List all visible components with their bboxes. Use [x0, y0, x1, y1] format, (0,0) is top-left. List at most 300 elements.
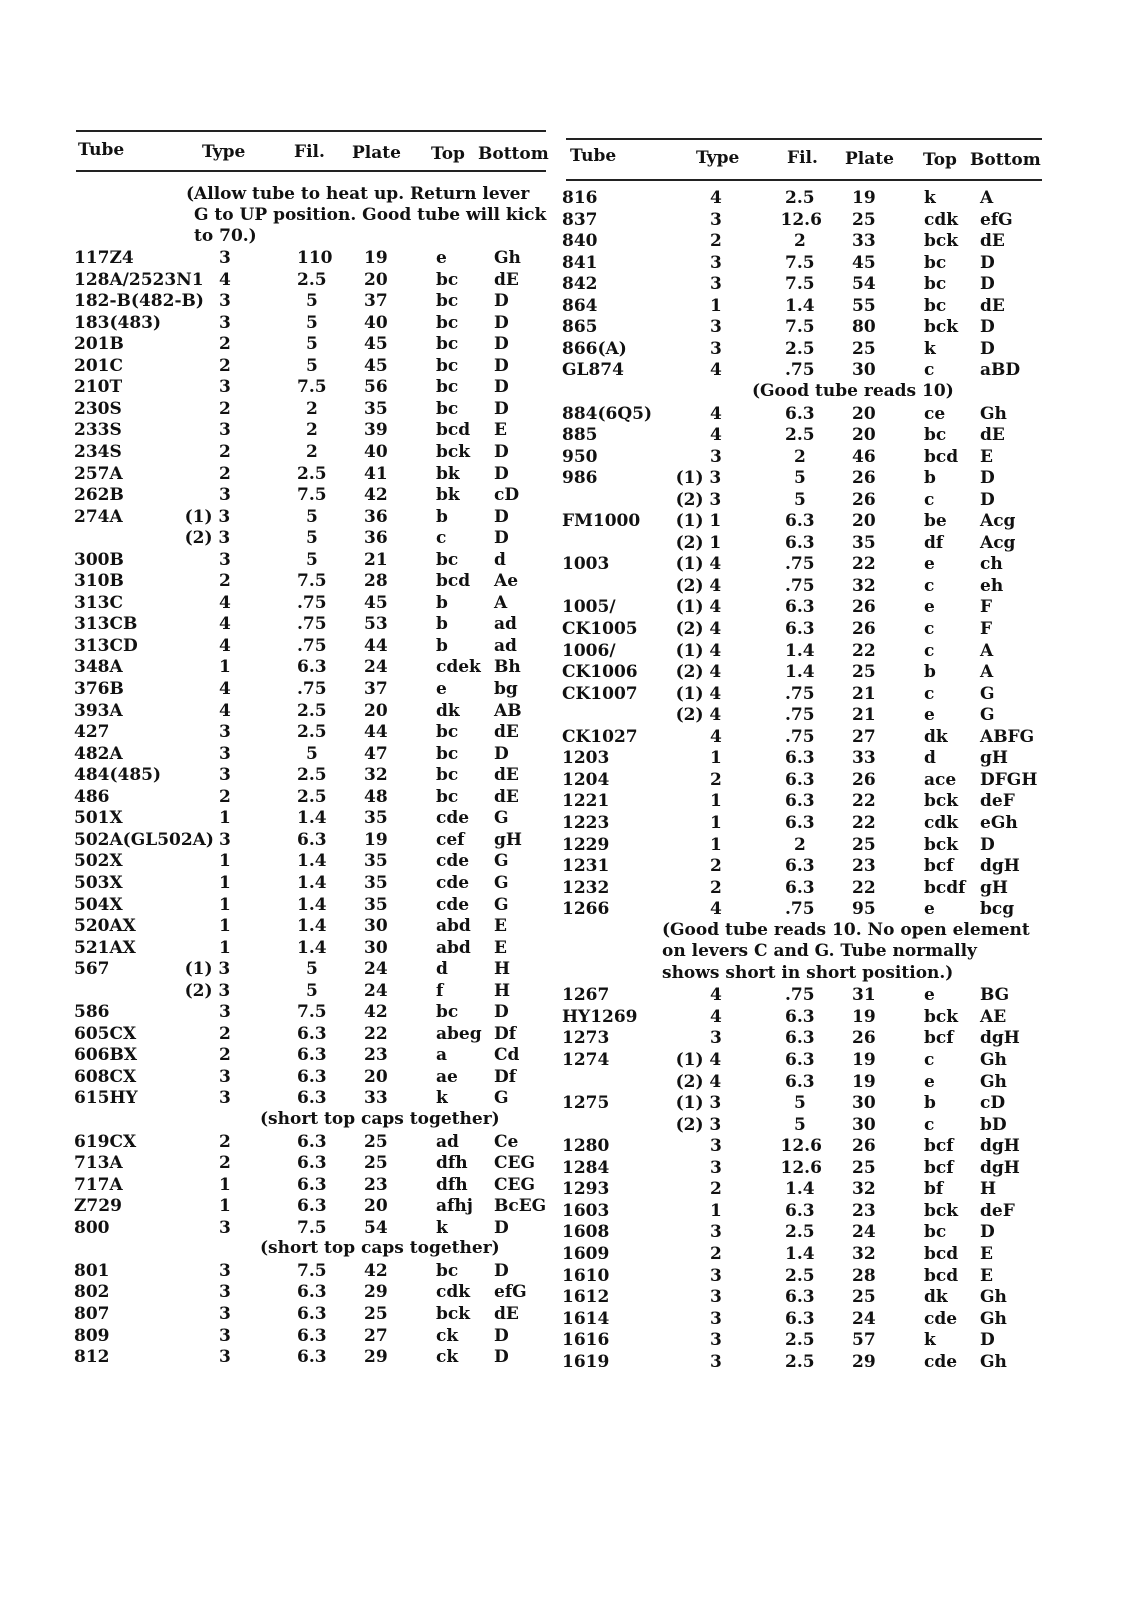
cell-top: bc [436, 722, 459, 743]
cell-type: 3 [710, 274, 722, 295]
cell-tube: 608CX [74, 1066, 137, 1087]
cell-top: e [924, 1071, 935, 1092]
cell-plate: 24 [852, 1308, 876, 1329]
cell-bottom: dE [494, 1303, 519, 1324]
cell-fil: 5 [306, 743, 318, 764]
cell-top: dk [924, 1287, 948, 1308]
cell-bottom: BcEG [494, 1196, 547, 1217]
cell-fil: 6.3 [785, 812, 815, 833]
cell-bottom: D [980, 1330, 995, 1351]
cell-plate: 42 [364, 1260, 388, 1281]
cell-type: 3 [710, 1351, 722, 1372]
right-header-bottom: Bottom [970, 150, 1041, 170]
cell-top: bf [924, 1179, 944, 1200]
cell-type: 1 [710, 812, 722, 833]
cell-type: 2 [219, 441, 231, 462]
cell-plate: 54 [364, 1217, 388, 1238]
cell-fil: 6.3 [785, 1006, 815, 1027]
cell-type: 4 [710, 899, 722, 920]
cell-type: 2 [219, 334, 231, 355]
cell-fil: .75 [297, 635, 327, 656]
cell-type: 3 [710, 338, 722, 359]
cell-fil: 6.3 [297, 1282, 327, 1303]
cell-fil: .75 [785, 705, 815, 726]
cell-plate: 35 [364, 894, 388, 915]
left-header-tube: Tube [78, 140, 125, 160]
cell-bottom: gH [980, 877, 1008, 898]
cell-fil: .75 [785, 985, 815, 1006]
cell-tube: CK1007 [562, 683, 638, 704]
cell-fil: 6.3 [785, 1287, 815, 1308]
cell-tube: 619CX [74, 1131, 137, 1152]
cell-bottom: bcg [980, 899, 1015, 920]
cell-plate: 21 [852, 683, 876, 704]
cell-plate: 47 [364, 743, 388, 764]
cell-tube: 816 [562, 188, 598, 208]
cell-type: 3 [710, 317, 722, 338]
cell-plate: 35 [364, 851, 388, 872]
cell-fil: 6.3 [297, 1088, 327, 1109]
cell-tube: 393A [74, 700, 123, 721]
cell-tube: 615HY [74, 1088, 138, 1109]
cell-fil: 5 [306, 291, 318, 312]
cell-plate: 26 [852, 769, 876, 790]
cell-bottom: D [494, 377, 509, 398]
cell-plate: 26 [852, 1028, 876, 1049]
cell-tube: 427 [74, 722, 110, 743]
cell-fil: .75 [785, 683, 815, 704]
cell-type: 2 [219, 571, 231, 592]
cell-bottom: Gh [980, 1050, 1007, 1070]
cell-fil: .75 [785, 899, 815, 920]
cell-type: 2 [219, 786, 231, 807]
cell-top: ae [436, 1066, 458, 1087]
cell-fil: 2.5 [297, 786, 327, 807]
cell-plate: 32 [364, 765, 388, 786]
cell-bottom: Df [494, 1023, 517, 1044]
cell-tube: 812 [74, 1347, 110, 1368]
cell-plate: 21 [364, 549, 388, 570]
cell-top: ace [924, 769, 957, 790]
cell-bottom: E [980, 1243, 993, 1264]
cell-top: bk [436, 485, 460, 506]
cell-fil: 1.4 [297, 894, 327, 915]
cell-type: 3 [219, 765, 231, 786]
cell-fil: 7.5 [297, 377, 327, 398]
cell-fil: 7.5 [785, 252, 815, 273]
cell-tube: 310B [74, 571, 124, 592]
cell-plate: 19 [364, 829, 388, 850]
cell-tube: 482A [74, 743, 123, 764]
cell-fil: 1.4 [297, 851, 327, 872]
cell-top: dfh [436, 1153, 468, 1174]
cell-bottom: dE [980, 231, 1005, 252]
cell-fil: 6.3 [297, 1196, 327, 1217]
cell-plate: 30 [852, 1114, 876, 1135]
cell-type: 3 [710, 1265, 722, 1286]
cell-tube: 182-B(482-B) [74, 291, 204, 312]
cell-bottom: D [494, 312, 509, 333]
cell-tube: 885 [562, 425, 598, 446]
cell-top: cde [924, 1308, 958, 1329]
cell-top: bc [436, 312, 459, 333]
right-header-plate: Plate [845, 149, 894, 169]
cell-tube: 1610 [562, 1265, 610, 1286]
cell-fil: 6.3 [297, 1153, 327, 1174]
cell-type: 4 [710, 360, 722, 381]
cell-tube: 183(483) [74, 312, 162, 333]
cell-bottom: deF [980, 1200, 1015, 1221]
cell-type: (1) 3 [184, 959, 231, 980]
cell-type: 4 [710, 726, 722, 747]
cell-bottom: D [494, 398, 509, 419]
cell-fil: 2.5 [785, 1265, 815, 1286]
cell-fil: 5 [794, 1114, 806, 1135]
cell-fil: 2.5 [297, 463, 327, 484]
cell-top: bcd [436, 420, 471, 441]
cell-type: 1 [219, 937, 231, 958]
cell-tube: 1229 [562, 834, 610, 855]
cell-bottom: eh [980, 575, 1004, 596]
cell-top: dk [924, 726, 948, 747]
cell-tube: 802 [74, 1282, 110, 1303]
cell-type: 3 [710, 1287, 722, 1308]
cell-fil: 2.5 [785, 1351, 815, 1372]
cell-bottom: G [494, 851, 509, 872]
cell-tube: 486 [74, 786, 110, 807]
cell-top: bc [924, 295, 947, 316]
cell-tube: 501X [74, 808, 123, 829]
cell-fil: .75 [785, 575, 815, 596]
cell-tube: 1005/ [562, 597, 616, 618]
cell-top: bcf [924, 1157, 954, 1178]
cell-top: dfh [436, 1174, 468, 1195]
cell-fil: .75 [785, 554, 815, 575]
left-header-top: Top [431, 144, 465, 164]
cell-bottom: Ae [494, 571, 519, 592]
cell-fil: 6.3 [297, 1131, 327, 1152]
right-header-tube: Tube [570, 146, 617, 166]
cell-fil: 6.3 [297, 1174, 327, 1195]
cell-fil: 7.5 [297, 571, 327, 592]
cell-bottom: Cd [494, 1045, 520, 1066]
cell-fil: 12.6 [780, 209, 822, 230]
cell-tube: 1608 [562, 1222, 610, 1243]
cell-top: k [436, 1088, 448, 1109]
cell-plate: 35 [364, 808, 388, 829]
cell-plate: 22 [364, 1023, 388, 1044]
cell-tube: 257A [74, 463, 123, 484]
cell-tube: 837 [562, 209, 598, 230]
cell-fil: 7.5 [297, 485, 327, 506]
table-note: (short top caps together) [260, 1109, 500, 1129]
cell-bottom: dgH [980, 1157, 1020, 1178]
cell-tube: 1609 [562, 1243, 610, 1264]
cell-plate: 45 [364, 355, 388, 376]
cell-type: (2) 4 [675, 662, 722, 683]
cell-tube: CK1027 [562, 726, 638, 747]
cell-tube: 865 [562, 317, 598, 338]
cell-fil: 2.5 [297, 722, 327, 743]
cell-tube: 801 [74, 1260, 110, 1281]
cell-tube: 201C [74, 355, 124, 376]
cell-plate: 19 [852, 1050, 876, 1070]
cell-fil: 2 [794, 231, 806, 252]
cell-fil: 6.3 [785, 597, 815, 618]
cell-type: 1 [710, 295, 722, 316]
cell-type: 3 [219, 248, 231, 268]
cell-top: d [924, 748, 936, 769]
cell-type: 1 [219, 808, 231, 829]
cell-type: 1 [710, 748, 722, 769]
cell-plate: 21 [852, 705, 876, 726]
cell-plate: 32 [852, 1179, 876, 1200]
cell-bottom: D [494, 334, 509, 355]
cell-plate: 26 [852, 468, 876, 489]
cell-bottom: eGh [980, 812, 1018, 833]
cell-fil: 6.3 [297, 1023, 327, 1044]
cell-top: c [924, 640, 935, 661]
cell-bottom: ad [494, 614, 517, 635]
cell-fil: .75 [297, 592, 327, 613]
cell-top: b [436, 506, 448, 527]
right-header-top: Top [923, 150, 957, 170]
cell-plate: 25 [852, 662, 876, 683]
cell-bottom: Df [494, 1066, 517, 1087]
cell-bottom: Gh [980, 1351, 1007, 1372]
cell-fil: 2.5 [785, 425, 815, 446]
cell-plate: 25 [852, 1157, 876, 1178]
cell-bottom: G [494, 1088, 509, 1109]
cell-top: e [924, 554, 935, 575]
cell-plate: 22 [852, 791, 876, 812]
cell-top: bck [924, 834, 959, 855]
cell-fil: 6.3 [785, 532, 815, 553]
cell-plate: 25 [364, 1303, 388, 1324]
cell-tube: 1284 [562, 1157, 610, 1178]
cell-bottom: D [494, 1325, 509, 1346]
cell-plate: 22 [852, 640, 876, 661]
cell-plate: 23 [852, 1200, 876, 1221]
cell-tube: 1619 [562, 1351, 610, 1372]
cell-tube: 717A [74, 1174, 123, 1195]
cell-top: bcf [924, 1136, 954, 1157]
cell-bottom: G [494, 808, 509, 829]
cell-type: (1) 4 [675, 1050, 722, 1070]
right-header-fil: Fil. [787, 148, 818, 168]
cell-plate: 25 [364, 1131, 388, 1152]
cell-tube: 262B [74, 485, 124, 506]
cell-top: k [924, 338, 936, 359]
cell-tube: Z729 [74, 1196, 122, 1217]
cell-bottom: Ce [494, 1131, 519, 1152]
cell-bottom: Gh [980, 1308, 1007, 1329]
cell-top: k [924, 1330, 936, 1351]
cell-top: e [924, 985, 935, 1006]
cell-fil: .75 [785, 726, 815, 747]
cell-bottom: AE [980, 1006, 1007, 1027]
cell-fil: 2 [794, 834, 806, 855]
cell-top: bc [436, 398, 459, 419]
cell-tube: 1232 [562, 877, 610, 898]
cell-top: ck [436, 1325, 459, 1346]
table-note: shows short in short position.) [662, 962, 954, 983]
cell-type: 1 [219, 851, 231, 872]
cell-plate: 20 [852, 511, 876, 532]
cell-type: 4 [710, 425, 722, 446]
cell-type: 3 [219, 829, 231, 850]
cell-bottom: BG [980, 985, 1010, 1006]
cell-type: (2) 4 [675, 575, 722, 596]
cell-top: bc [924, 1222, 947, 1243]
cell-type: 4 [219, 592, 231, 613]
cell-type: 2 [219, 1045, 231, 1066]
cell-type: 2 [219, 1023, 231, 1044]
cell-tube: 1231 [562, 856, 610, 877]
cell-plate: 80 [852, 317, 876, 338]
cell-type: 3 [710, 209, 722, 230]
cell-type: 3 [219, 1260, 231, 1281]
cell-tube: 1221 [562, 791, 610, 812]
cell-plate: 37 [364, 291, 388, 312]
cell-plate: 25 [852, 209, 876, 230]
cell-type: 2 [219, 1153, 231, 1174]
cell-plate: 22 [852, 554, 876, 575]
cell-bottom: D [980, 834, 995, 855]
cell-type: 3 [219, 1347, 231, 1368]
cell-fil: 6.3 [785, 877, 815, 898]
cell-top: bc [436, 1002, 459, 1023]
cell-top: b [436, 635, 448, 656]
cell-plate: 46 [852, 446, 876, 467]
cell-type: 1 [219, 1196, 231, 1217]
cell-type: (1) 4 [675, 683, 722, 704]
cell-type: (2) 4 [675, 705, 722, 726]
cell-plate: 28 [364, 571, 388, 592]
cell-type: 4 [219, 269, 231, 290]
cell-bottom: A [980, 640, 994, 661]
cell-tube: 348A [74, 657, 123, 678]
cell-top: bcd [924, 446, 959, 467]
cell-bottom: efG [494, 1282, 527, 1303]
cell-plate: 42 [364, 485, 388, 506]
cell-bottom: bD [980, 1114, 1007, 1135]
cell-type: (1) 3 [184, 506, 231, 527]
cell-top: bc [436, 1260, 459, 1281]
cell-top: a [436, 1045, 448, 1066]
cell-tube: 986 [562, 468, 598, 489]
cell-bottom: D [494, 291, 509, 312]
cell-plate: 19 [852, 1006, 876, 1027]
cell-tube: 274A [74, 506, 123, 527]
cell-plate: 24 [364, 959, 388, 980]
cell-fil: 1.4 [785, 295, 815, 316]
cell-fil: 1.4 [785, 1179, 815, 1200]
cell-plate: 25 [852, 1287, 876, 1308]
cell-fil: 2.5 [297, 700, 327, 721]
cell-bottom: D [980, 317, 995, 338]
table-note: (short top caps together) [260, 1238, 500, 1259]
cell-top: cde [436, 808, 470, 829]
cell-plate: 20 [364, 1196, 388, 1217]
cell-bottom: F [980, 619, 993, 639]
cell-tube: 313CD [74, 635, 138, 656]
cell-plate: 48 [364, 786, 388, 807]
cell-type: 4 [219, 679, 231, 699]
cell-tube: 1223 [562, 812, 610, 833]
cell-type: 2 [710, 877, 722, 898]
cell-bottom: E [980, 1265, 993, 1286]
cell-type: 2 [219, 1131, 231, 1152]
cell-bottom: A [980, 662, 994, 683]
cell-type: (2) 3 [675, 489, 722, 510]
cell-top: cdk [924, 812, 959, 833]
cell-top: cdk [924, 209, 959, 230]
cell-tube: 504X [74, 894, 123, 915]
cell-tube: 1274 [562, 1050, 610, 1070]
cell-type: 2 [710, 1179, 722, 1200]
cell-top: c [924, 489, 935, 510]
cell-top: c [924, 360, 935, 381]
cell-type: 3 [710, 1222, 722, 1243]
cell-top: bcdf [924, 877, 966, 898]
cell-fil: 7.5 [785, 274, 815, 295]
cell-type: 3 [219, 312, 231, 333]
cell-tube: 800 [74, 1217, 110, 1238]
cell-plate: 35 [364, 872, 388, 893]
cell-bottom: G [494, 872, 509, 893]
cell-plate: 55 [852, 295, 876, 316]
cell-top: afhj [436, 1196, 473, 1217]
cell-fil: 6.3 [785, 1028, 815, 1049]
cell-bottom: H [494, 959, 511, 980]
cell-top: bc [924, 425, 947, 446]
cell-fil: 6.3 [785, 769, 815, 790]
cell-bottom: D [494, 441, 509, 462]
cell-top: abeg [436, 1023, 482, 1044]
cell-bottom: D [494, 1002, 509, 1023]
cell-top: bc [436, 355, 459, 376]
cell-type: (1) 4 [675, 640, 722, 661]
cell-bottom: E [494, 420, 507, 441]
cell-top: bcd [924, 1243, 959, 1264]
left-intro-note-line-3: to 70.) [194, 226, 257, 246]
cell-plate: 26 [852, 1136, 876, 1157]
cell-fil: 2 [794, 446, 806, 467]
cell-tube: 520AX [74, 916, 136, 937]
cell-fil: 1.4 [297, 937, 327, 958]
cell-tube: 809 [74, 1325, 110, 1346]
cell-plate: 39 [364, 420, 388, 441]
cell-tube: 866(A) [562, 338, 627, 359]
cell-plate: 22 [852, 877, 876, 898]
cell-fil: 6.3 [785, 791, 815, 812]
cell-tube: 117Z4 [74, 248, 134, 268]
cell-bottom: dgH [980, 1028, 1020, 1049]
cell-bottom: D [494, 506, 509, 527]
cell-plate: 27 [852, 726, 876, 747]
cell-top: e [436, 679, 447, 699]
cell-top: bcf [924, 856, 954, 877]
cell-type: 4 [710, 188, 722, 208]
cell-plate: 57 [852, 1330, 876, 1351]
cell-fil: .75 [297, 679, 327, 699]
cell-tube: 201B [74, 334, 124, 355]
cell-plate: 35 [852, 532, 876, 553]
cell-top: e [924, 597, 935, 618]
cell-bottom: A [980, 188, 994, 208]
cell-top: bcd [436, 571, 471, 592]
